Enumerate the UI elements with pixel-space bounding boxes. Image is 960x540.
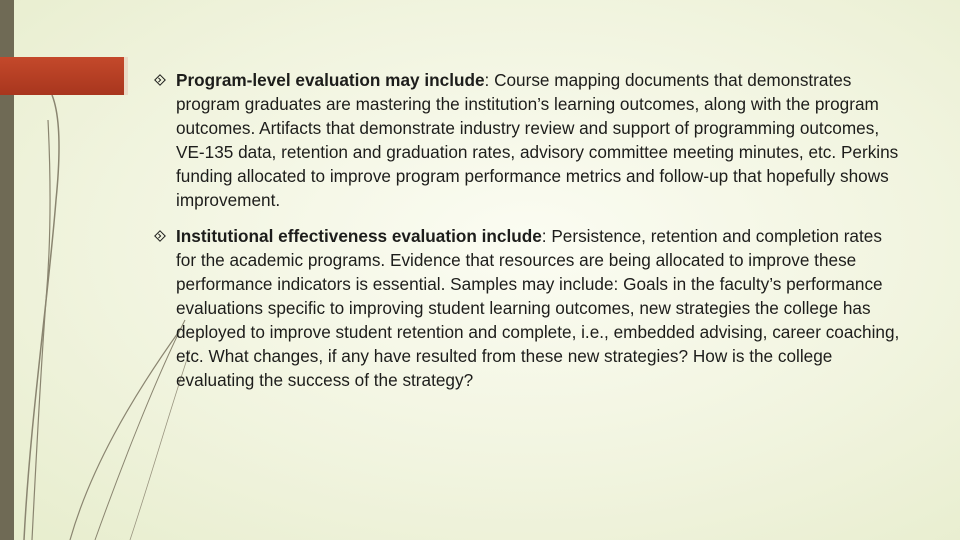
- diamond-arrow-icon: [154, 74, 166, 86]
- diamond-arrow-icon: [154, 230, 166, 242]
- bullet-item-program-evaluation: [150, 68, 900, 212]
- bullet-list: [150, 68, 900, 404]
- bullet-body: : Course mapping documents that demonstrates program graduates are mastering the institution’s learning outcomes, along with the program outcomes. Artifacts that demonstrate industry review and support of programming outcomes, VE-135 data, retention and graduation rates, advisory committee meeting minutes, etc. Perkins funding allocated to improve program performance metrics and follow-up that hopefully shows improvement.: [176, 70, 899, 210]
- title-accent-bar: [0, 57, 124, 95]
- bullet-lead: Institutional effectiveness evaluation include: [176, 226, 542, 246]
- bullet-item-institutional-effectiveness: [150, 224, 900, 392]
- bullet-body: : Persistence, retention and completion rates for the academic programs. Evidence that resources are being allocated to improve these performance indicators is essential. Samples may include: Goals in the faculty’s performance evaluations specific to improving student learning outcomes, new strategies the college has deployed to improve student retention and complete, i.e., embedded advising, career coaching, etc. What changes, if any have resulted from these new strategies? How is the college evaluating the success of the strategy?: [176, 226, 900, 390]
- bullet-lead: Program-level evaluation may include: [176, 70, 485, 90]
